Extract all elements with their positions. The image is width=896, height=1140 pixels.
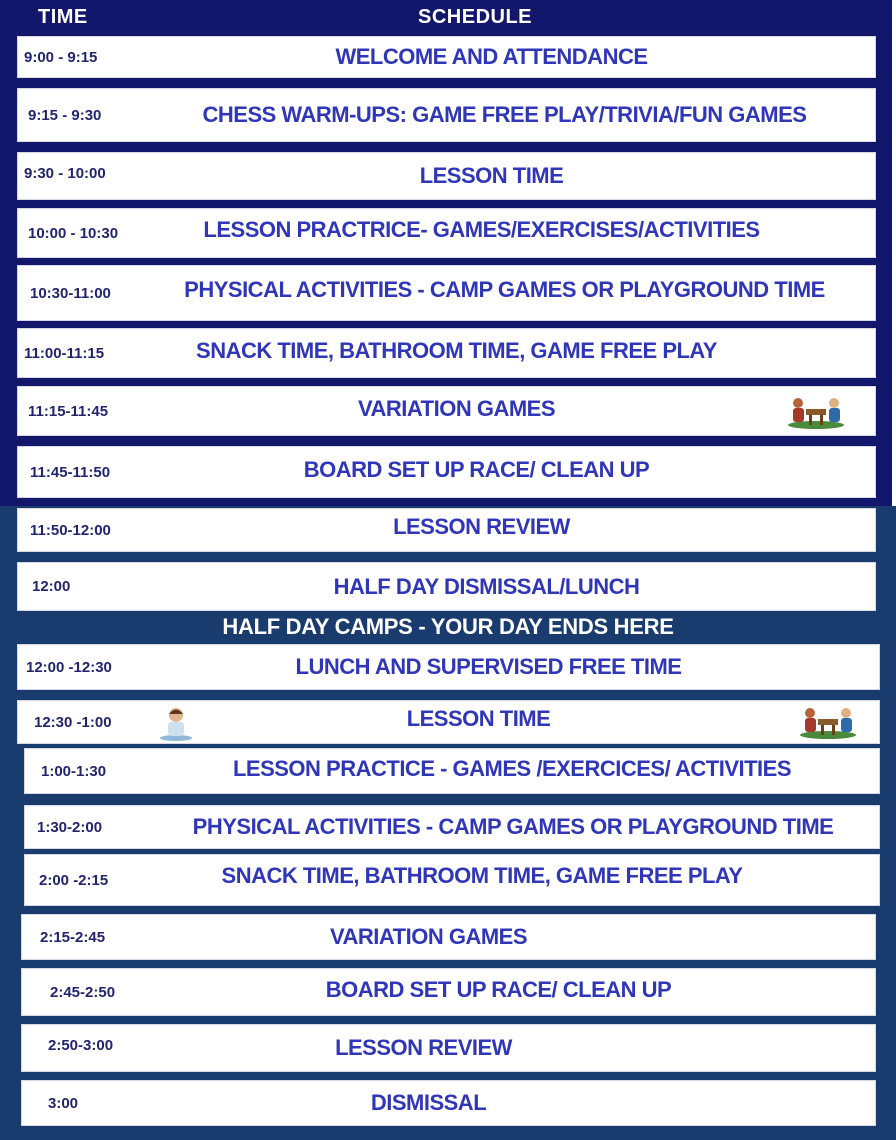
row-time: 2:50-3:00 — [48, 1036, 114, 1054]
row-activity: LESSON REVIEW — [393, 514, 570, 539]
row-time: 11:15-11:45 — [28, 402, 109, 420]
schedule-row — [17, 88, 876, 142]
row-time: 11:50-12:00 — [30, 521, 111, 539]
schedule-row — [24, 854, 880, 906]
schedule-row — [17, 386, 876, 436]
schedule-row — [17, 265, 876, 321]
row-activity: PHYSICAL ACTIVITIES - CAMP GAMES OR PLAYGROUND TIME — [192, 814, 834, 839]
row-time: 10:00 - 10:30 — [28, 224, 119, 242]
row-activity: HALF DAY DISMISSAL/LUNCH — [333, 573, 640, 599]
row-activity: VARIATION GAMES — [357, 396, 556, 421]
schedule-row — [17, 446, 876, 498]
row-time: 12:30 -1:00 — [34, 713, 112, 731]
row-activity: BOARD SET UP RACE/ CLEAN UP — [303, 457, 650, 482]
row-activity: LESSON PRACTICE - GAMES /EXERCICES/ ACTIVITIES — [232, 756, 792, 781]
chess-players-clipart-icon — [798, 705, 858, 739]
row-time: 3:00 — [48, 1094, 79, 1112]
schedule-row — [17, 508, 876, 552]
row-activity: SNACK TIME, BATHROOM TIME, GAME FREE PLAY — [221, 863, 743, 888]
row-activity: WELCOME AND ATTENDANCE — [335, 44, 648, 69]
row-activity: LESSON PRACTRICE- GAMES/EXERCISES/ACTIVITIES — [203, 217, 760, 242]
row-time: 11:00-11:15 — [24, 344, 105, 362]
row-activity: LESSON TIME — [406, 706, 551, 731]
schedule-row — [17, 644, 880, 690]
schedule-row — [17, 36, 876, 78]
schedule-row — [17, 562, 876, 611]
schedule-column-header: SCHEDULE — [418, 6, 533, 28]
row-time: 11:45-11:50 — [30, 463, 111, 481]
child-clipart-icon — [158, 705, 194, 741]
row-activity: LESSON TIME — [419, 163, 564, 188]
row-time: 10:30-11:00 — [30, 284, 111, 302]
schedule-row — [21, 968, 876, 1016]
schedule-row — [17, 208, 876, 258]
schedule-row — [17, 700, 880, 744]
row-time: 2:15-2:45 — [40, 928, 106, 946]
schedule-row — [21, 1024, 876, 1072]
row-time: 12:00 — [32, 578, 71, 595]
row-activity: PHYSICAL ACTIVITIES - CAMP GAMES OR PLAYGROUND TIME — [184, 277, 825, 302]
row-time: 9:00 - 9:15 — [24, 48, 98, 66]
row-time: 2:00 -2:15 — [39, 871, 109, 889]
row-activity: VARIATION GAMES — [329, 924, 528, 949]
row-time: 2:45-2:50 — [50, 983, 116, 1001]
row-activity: LESSON REVIEW — [335, 1035, 512, 1060]
schedule-row — [17, 152, 876, 200]
row-time: 9:30 - 10:00 — [24, 164, 106, 182]
schedule-row — [24, 748, 880, 794]
schedule-row — [17, 328, 876, 378]
schedule-row — [21, 1080, 876, 1126]
row-activity: CHESS WARM-UPS: GAME FREE PLAY/TRIVIA/FUN GAMES — [202, 102, 807, 127]
row-activity: LUNCH AND SUPERVISED FREE TIME — [295, 654, 682, 679]
row-activity: DISMISSAL — [370, 1090, 487, 1115]
schedule-row — [24, 805, 880, 849]
chess-players-clipart-icon — [786, 395, 846, 429]
row-activity: BOARD SET UP RACE/ CLEAN UP — [325, 977, 672, 1002]
row-activity: SNACK TIME, BATHROOM TIME, GAME FREE PLAY — [196, 338, 717, 363]
row-time: 9:15 - 9:30 — [28, 106, 102, 124]
row-time: 1:00-1:30 — [41, 762, 107, 780]
schedule-row — [21, 914, 876, 960]
time-column-header: TIME — [38, 6, 88, 28]
row-time: 12:00 -12:30 — [26, 658, 112, 676]
row-time: 1:30-2:00 — [37, 818, 103, 836]
half-day-banner: HALF DAY CAMPS - YOUR DAY ENDS HERE — [222, 614, 674, 639]
